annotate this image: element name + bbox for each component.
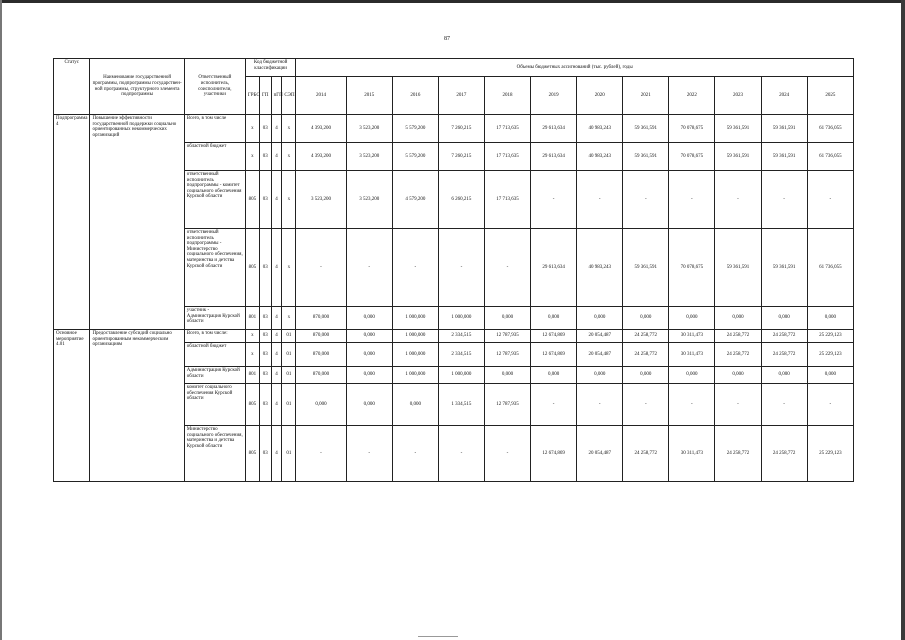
row-value: 61 736,055 <box>807 143 853 171</box>
row-code: 01 <box>282 330 296 343</box>
row-code: 4 <box>271 307 282 330</box>
row-code: х <box>282 307 296 330</box>
row-value: 0,000 <box>669 307 715 330</box>
row-value: - <box>807 384 853 426</box>
row-value: 870,000 <box>296 330 346 343</box>
row-code: 03 <box>259 384 271 426</box>
row-value: - <box>715 384 761 426</box>
row-code: 4 <box>271 384 282 426</box>
section-status: Основное мероприятие 4.01 <box>54 330 90 482</box>
row-value: 40 983,243 <box>577 229 623 307</box>
row-value: 59 361,591 <box>623 143 669 171</box>
row-value: 20 054,487 <box>577 343 623 367</box>
row-value: 24 258,772 <box>761 330 807 343</box>
row-value: 7 260,215 <box>438 115 484 143</box>
table-header <box>54 59 854 115</box>
row-value: 29 613,634 <box>531 229 577 307</box>
row-value: 5 579,200 <box>392 115 438 143</box>
row-value: 0,000 <box>807 307 853 330</box>
row-value: - <box>577 384 623 426</box>
row-code: 01 <box>282 384 296 426</box>
row-value: 59 361,591 <box>623 229 669 307</box>
table-body <box>54 115 854 482</box>
table-row <box>54 115 854 143</box>
header-year: 2020 <box>577 77 623 115</box>
row-value: 70 078,675 <box>669 229 715 307</box>
row-value: 17 713,635 <box>484 143 530 171</box>
row-value: - <box>346 426 392 482</box>
header-year: 2019 <box>531 77 577 115</box>
row-code: 801 <box>245 307 259 330</box>
row-value: 0,000 <box>531 367 577 384</box>
row-code: 03 <box>259 367 271 384</box>
row-value: 0,000 <box>715 307 761 330</box>
row-value: 1 000,000 <box>392 330 438 343</box>
row-value: 0,000 <box>577 307 623 330</box>
row-code: 01 <box>282 426 296 482</box>
row-value: - <box>484 426 530 482</box>
row-value: 0,000 <box>669 367 715 384</box>
row-code: 4 <box>271 229 282 307</box>
row-value: 59 361,591 <box>761 143 807 171</box>
row-value: 25 229,123 <box>807 330 853 343</box>
row-value: - <box>438 426 484 482</box>
row-value: 59 361,591 <box>761 115 807 143</box>
row-value: 2 334,515 <box>438 330 484 343</box>
scan-mark <box>418 636 458 637</box>
row-value: 0,000 <box>484 367 530 384</box>
row-value: - <box>346 229 392 307</box>
row-value: 24 258,772 <box>715 343 761 367</box>
header-code-sep: СЭП <box>282 77 296 115</box>
row-value: - <box>761 171 807 229</box>
row-value: - <box>438 229 484 307</box>
row-value: 3 523,200 <box>296 171 346 229</box>
row-executor: комитет социального обеспечения Курской области <box>184 384 245 426</box>
row-value: 2 334,515 <box>438 343 484 367</box>
row-code: 03 <box>259 229 271 307</box>
row-code: х <box>245 343 259 367</box>
row-value: 24 258,772 <box>623 343 669 367</box>
header-volumes: Объемы бюджетных ассигнований (тыс. рублей), годы <box>296 59 854 77</box>
header-code-pgp: пГП <box>271 77 282 115</box>
row-value: 59 361,591 <box>715 115 761 143</box>
row-code: 03 <box>259 143 271 171</box>
header-year: 2017 <box>438 77 484 115</box>
row-code: 805 <box>245 384 259 426</box>
row-value: 1 334,515 <box>438 384 484 426</box>
row-value: 30 311,473 <box>669 426 715 482</box>
row-code: х <box>245 115 259 143</box>
row-value: - <box>484 229 530 307</box>
row-value: 20 054,487 <box>577 330 623 343</box>
row-value: 0,000 <box>761 367 807 384</box>
row-value: 1 000,000 <box>392 367 438 384</box>
row-value: 24 258,772 <box>715 330 761 343</box>
row-value: 17 713,635 <box>484 171 530 229</box>
row-value: 12 674,869 <box>531 330 577 343</box>
row-value: 20 054,487 <box>577 426 623 482</box>
row-executor: ответственный исполнитель подпрограммы - комитет социального обеспечения Курской области <box>184 171 245 229</box>
row-value: - <box>669 384 715 426</box>
row-code: 03 <box>259 343 271 367</box>
row-value: 61 736,055 <box>807 115 853 143</box>
row-value: 3 523,200 <box>346 171 392 229</box>
row-value: 0,000 <box>346 330 392 343</box>
header-code-grbs: ГРБС <box>245 77 259 115</box>
row-value: 0,000 <box>296 384 346 426</box>
row-executor: областной бюджет <box>184 143 245 171</box>
row-value: - <box>623 384 669 426</box>
row-code: 805 <box>245 229 259 307</box>
row-value: - <box>296 426 346 482</box>
row-code: 03 <box>259 307 271 330</box>
row-value: 12 787,935 <box>484 330 530 343</box>
row-value: 61 736,055 <box>807 229 853 307</box>
row-value: - <box>392 229 438 307</box>
row-value: 0,000 <box>346 384 392 426</box>
row-value: 12 787,935 <box>484 384 530 426</box>
scan-edge-right <box>901 0 905 640</box>
row-value: - <box>531 171 577 229</box>
row-value: 0,000 <box>623 307 669 330</box>
scan-edge-top <box>0 0 905 3</box>
row-value: 24 258,772 <box>761 426 807 482</box>
row-value: 25 229,123 <box>807 343 853 367</box>
row-value: 0,000 <box>392 384 438 426</box>
row-value: 0,000 <box>807 367 853 384</box>
row-value: 0,000 <box>346 307 392 330</box>
row-value: 870,000 <box>296 343 346 367</box>
row-value: 870,000 <box>296 367 346 384</box>
row-value: 1 000,000 <box>438 307 484 330</box>
row-value: - <box>807 171 853 229</box>
row-code: 03 <box>259 330 271 343</box>
row-code: 03 <box>259 426 271 482</box>
row-value: - <box>623 171 669 229</box>
budget-table <box>53 58 854 482</box>
row-executor: участник - Администрация Курской области <box>184 307 245 330</box>
row-value: 1 000,000 <box>438 367 484 384</box>
row-value: 40 983,243 <box>577 115 623 143</box>
header-code-gp: ГП <box>259 77 271 115</box>
table-row <box>54 330 854 343</box>
row-value: 30 311,473 <box>669 343 715 367</box>
row-code: 03 <box>259 171 271 229</box>
row-code: х <box>282 171 296 229</box>
header-year: 2024 <box>761 77 807 115</box>
row-value: 0,000 <box>761 307 807 330</box>
row-value: 0,000 <box>346 343 392 367</box>
row-value: 59 361,591 <box>715 229 761 307</box>
row-executor: Всего, в том числе <box>184 115 245 143</box>
row-value: - <box>669 171 715 229</box>
row-value: 0,000 <box>346 367 392 384</box>
row-value: 12 674,869 <box>531 343 577 367</box>
row-code: 805 <box>245 426 259 482</box>
row-code: 01 <box>282 343 296 367</box>
header-year: 2016 <box>392 77 438 115</box>
header-executor: Ответственный исполнитель, соисполнители, участники <box>184 59 245 115</box>
row-value: 6 260,215 <box>438 171 484 229</box>
row-value: - <box>577 171 623 229</box>
row-value: 24 258,772 <box>623 330 669 343</box>
row-value: 1 000,000 <box>392 307 438 330</box>
row-value: - <box>715 171 761 229</box>
row-code: х <box>245 330 259 343</box>
row-executor: областной бюджет <box>184 343 245 367</box>
row-value: 24 258,772 <box>623 426 669 482</box>
row-executor: Администрация Курской области <box>184 367 245 384</box>
section-name: Предоставление субсидий социально ориентированным некоммерческим организациям <box>90 330 184 482</box>
row-value: - <box>392 426 438 482</box>
row-code: х <box>282 115 296 143</box>
header-year: 2025 <box>807 77 853 115</box>
row-value: 1 000,000 <box>392 343 438 367</box>
row-value: 59 361,591 <box>623 115 669 143</box>
row-code: 4 <box>271 330 282 343</box>
row-executor: ответственный исполнитель подпрограммы - Министерство социального обеспечения, материнства и детства Курской области <box>184 229 245 307</box>
section-name: Повышение эффективности государственной поддержки социально ориентированных некоммерческих организаций <box>90 115 184 330</box>
row-value: 70 078,675 <box>669 143 715 171</box>
row-value: 0,000 <box>484 307 530 330</box>
row-value: 4 393,200 <box>296 115 346 143</box>
row-value: 59 361,591 <box>761 229 807 307</box>
header-year: 2021 <box>623 77 669 115</box>
page-number: 87 <box>444 36 450 42</box>
row-value: 7 260,215 <box>438 143 484 171</box>
row-executor: Всего, в том числе: <box>184 330 245 343</box>
row-value: 17 713,635 <box>484 115 530 143</box>
section-status: Подпрограмма 4 <box>54 115 90 330</box>
header-name: Наименование государственной программы, подпрограммы государствен-ной программы, структурного элемента подпрограммы <box>90 59 184 115</box>
row-code: 4 <box>271 143 282 171</box>
header-year: 2014 <box>296 77 346 115</box>
row-value: 3 523,200 <box>346 143 392 171</box>
scan-edge-left <box>0 0 2 640</box>
row-value: 870,000 <box>296 307 346 330</box>
header-year: 2015 <box>346 77 392 115</box>
row-value: 59 361,591 <box>715 143 761 171</box>
row-value: 30 311,473 <box>669 330 715 343</box>
header-year: 2018 <box>484 77 530 115</box>
row-value: 12 787,935 <box>484 343 530 367</box>
row-value: 4 393,200 <box>296 143 346 171</box>
header-year: 2022 <box>669 77 715 115</box>
row-value: 0,000 <box>715 367 761 384</box>
row-value: 29 613,634 <box>531 115 577 143</box>
row-code: 03 <box>259 115 271 143</box>
row-value: 24 258,772 <box>761 343 807 367</box>
row-value: 29 613,634 <box>531 143 577 171</box>
row-value: 4 579,200 <box>392 171 438 229</box>
row-code: 4 <box>271 115 282 143</box>
row-value: 5 579,200 <box>392 143 438 171</box>
row-value: 40 983,243 <box>577 143 623 171</box>
row-value: 3 523,200 <box>346 115 392 143</box>
header-budget-code: Код бюджетной классификации <box>245 59 295 77</box>
row-executor: Министерство социального обеспечения, материнства и детства Курской области <box>184 426 245 482</box>
row-code: 01 <box>282 367 296 384</box>
row-code: х <box>282 143 296 171</box>
row-code: 4 <box>271 343 282 367</box>
row-value: 0,000 <box>623 367 669 384</box>
row-code: х <box>245 143 259 171</box>
row-code: 805 <box>245 171 259 229</box>
row-value: - <box>296 229 346 307</box>
row-code: 4 <box>271 171 282 229</box>
header-status: Статус <box>54 59 90 115</box>
row-value: 0,000 <box>531 307 577 330</box>
row-value: - <box>761 384 807 426</box>
row-value: 25 229,123 <box>807 426 853 482</box>
row-code: 4 <box>271 426 282 482</box>
row-code: х <box>282 229 296 307</box>
row-value: 12 674,869 <box>531 426 577 482</box>
row-value: 70 078,675 <box>669 115 715 143</box>
row-value: 0,000 <box>577 367 623 384</box>
row-value: - <box>531 384 577 426</box>
row-code: 4 <box>271 367 282 384</box>
row-code: 801 <box>245 367 259 384</box>
row-value: 24 258,772 <box>715 426 761 482</box>
header-year: 2023 <box>715 77 761 115</box>
